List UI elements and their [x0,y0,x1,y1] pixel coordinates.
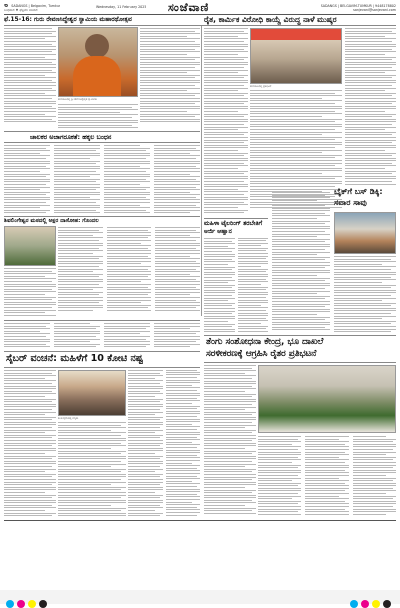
headline-8: ಸೈಬರ್ ವಂಚನೆ: ಮಹಿಳೆಗೆ 10 ಕೋಟಿ ನಷ್ಟ [6,353,144,364]
masthead-subline: ಬುಧವಾರ ♦ ಫೆಬ್ರವರಿ ಬಾಜಾರ [4,8,38,12]
masthead-contact: SADANGS | BELGAVIM-TUMKUR | 9448178802 [320,4,396,8]
protest-photo-caption: ತುಮಕೂರಿನಲ್ಲಿ ಪ್ರತಿಭಟನೆ [250,85,272,88]
headline-3: ಚಾಲಕರ ಅಜಾಗರೂಕತೆ: ಹಕ್ಕಲ ಬಂಧನ [30,133,112,141]
article-9-body [4,370,56,516]
masthead-date: Wednesday, 11 February 2025 [96,5,147,9]
magenta-dot-icon [17,600,25,608]
page-number: 6 [4,4,9,9]
article-2-body-3 [345,28,396,188]
article-2-body [204,28,248,218]
masthead-right [321,4,396,12]
article-4-body [58,227,200,317]
magenta-dot-icon [361,600,369,608]
black-dot-icon [383,600,391,608]
cyan-dot-icon [350,600,358,608]
cyan-dot-icon [6,600,14,608]
article-3-body [4,145,200,215]
headline-6-line2: ಸವಾರ ಸಾವು [334,198,367,207]
article-1-body-2 [140,28,200,128]
article-1-body-3 [58,104,138,128]
swami-photo-caption: ತುಮಕೂರಿನಲ್ಲಿ ಶ್ರೀ ರೇವಣಸಿದ್ಧೇಶ್ವರ ಸ್ವಾಮಿಗಳು [58,98,97,101]
headline-2: ರೈತ, ಕಾರ್ಮಿಕ ವಿರೋಧಿ ಕಾಯ್ದೆ ವಿರುದ್ಧ ನಾಳೆ ಮುಷ್ಕರ [204,15,337,24]
article-9-body-3 [128,370,200,516]
article-9-top [4,323,200,349]
headline-4: ಶಿವಲಿಂಗೇಶ್ವರ ಮಠದಲ್ಲಿ ಅಕ್ಷರ ದಾಸೋಹ: ಗೊಂದಲ [4,218,99,224]
swami-photo [58,27,138,97]
article-8-body-2 [258,436,396,516]
headline-5: ಮಹಿಳಾ ಟೈಲರಿಂಗ್ ತರಬೇತಿಗೆ ಅರ್ಜಿ ಆಹ್ವಾನ [204,220,263,235]
masthead-email: sanjevani@sanjevani.com [353,8,396,12]
yellow-dot-icon [28,600,36,608]
accident-photo [334,212,396,254]
protest-photo-top [250,28,342,84]
event-photo-caption: ಕಾರ್ಯಕ್ರಮದಲ್ಲಿ ಗಣ್ಯರು [58,417,79,420]
yellow-dot-icon [372,600,380,608]
black-dot-icon [39,600,47,608]
article-9-body-2 [58,422,126,516]
article-6-body [272,192,330,332]
event-photo-bottom [58,370,126,416]
article-1-body [4,28,56,128]
farmers-protest-photo [258,365,396,433]
cmyk-marks-left [6,593,50,608]
headline-1: ಫೆ.15-16: ಗುರು ರೇವಣಸಿದ್ಧೇಶ್ವರ ಸ್ವಾಮಿಯ ಮಹಾರಥೋತ್ಸವ [4,16,132,23]
masthead-left [4,4,60,12]
column-divider [201,26,202,316]
newspaper-logo: ಸಂಜೆವಾಣಿ [168,1,210,14]
headline-rule [4,25,396,26]
article-5-body [204,238,268,332]
headline-7-line1: ತೆಂಗು ಸಂಶೋಧನಾ ಕೇಂದ್ರ, ಭೂ ದಾಖಲೆ [206,337,324,347]
registration-bar [0,590,400,604]
headline-7-line2: ಸರಳೀಕರಣಕ್ಕೆ ಆಗ್ರಹಿಸಿ ರೈತರ ಪ್ರತಿಭಟನೆ [206,349,317,359]
masthead-edition: SADANGS | Belgavim, Tumkur [11,4,61,8]
swami-figure [85,34,109,58]
article-8-body [204,365,256,515]
article-4-body-2 [4,268,56,318]
cmyk-marks-right [350,593,394,608]
page-bottom-rule [4,520,396,521]
headline-6-line1: ಬೈಕ್‌ಗೆ ಬಸ್ ಡಿಕ್ಕಿ: [334,187,383,196]
article-7-body [334,256,396,334]
event-photo-small [4,226,56,266]
headline-5-block [204,220,268,235]
